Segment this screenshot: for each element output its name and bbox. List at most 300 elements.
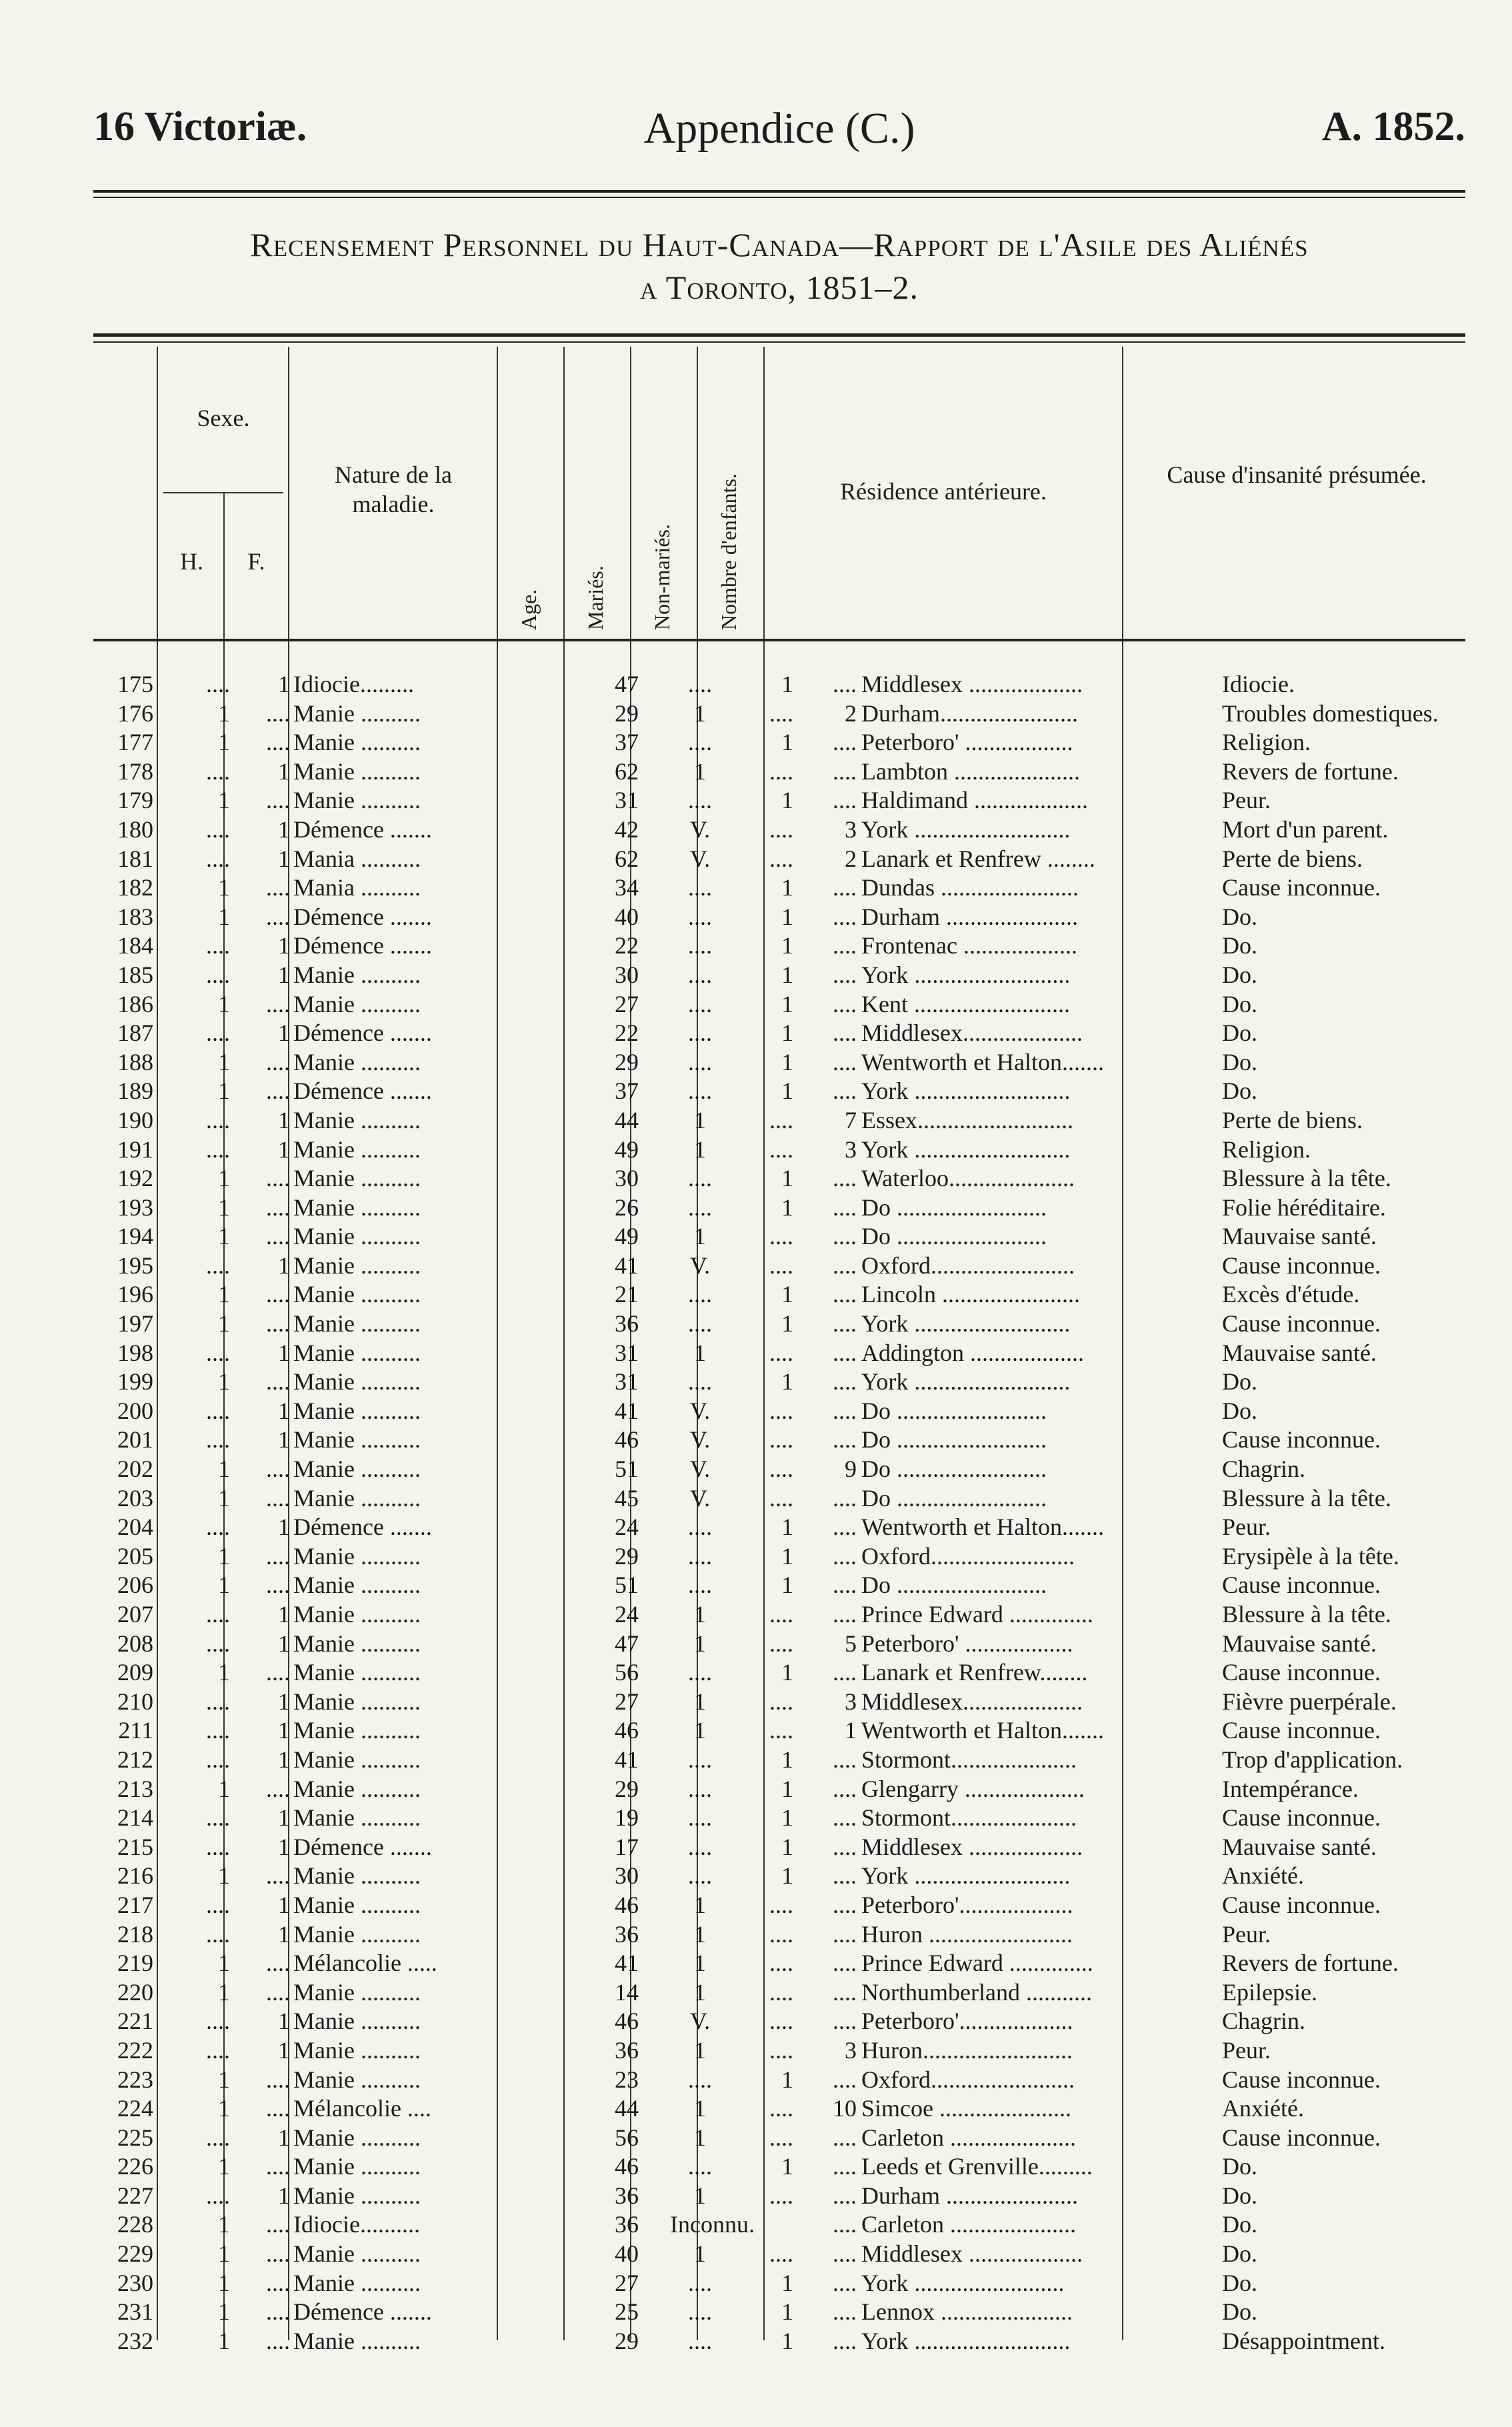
cell-mar: 1 <box>694 1717 706 1744</box>
cell-nature: Manie .......... <box>293 1862 421 1890</box>
cell-mar: 1 <box>694 757 706 785</box>
cell-res: Durham ...................... <box>861 903 1078 930</box>
cell-h: 1 <box>218 2269 230 2296</box>
cell-cause: Cause inconnue. <box>1222 2124 1381 2151</box>
cell-enf: .... <box>833 1746 857 1773</box>
cell-cause: Do. <box>1222 961 1257 988</box>
cell-enf: .... <box>833 2008 857 2035</box>
cell-non: .... <box>769 2182 793 2209</box>
cell-f: 1 <box>278 1339 290 1366</box>
cell-non: .... <box>769 699 793 727</box>
cell-age: 46 <box>615 1891 639 1918</box>
cell-h: 1 <box>218 2298 230 2326</box>
cell-nature: Manie .......... <box>293 1920 421 1948</box>
cell-age: 36 <box>615 2036 639 2064</box>
cell-num: 207 <box>117 1601 153 1628</box>
cell-non: .... <box>769 1339 793 1366</box>
cell-res: Dundas ....................... <box>861 874 1079 901</box>
cell-nature: Mélancolie ..... <box>293 1950 437 1977</box>
cell-f: .... <box>266 1077 290 1105</box>
cell-num: 209 <box>117 1659 153 1686</box>
running-head <box>93 103 1465 157</box>
cell-h: .... <box>206 671 230 697</box>
cell-cause: Mauvaise santé. <box>1222 1223 1377 1250</box>
cell-cause: Cause inconnue. <box>1222 1252 1381 1279</box>
cell-nature: Manie .......... <box>293 1978 421 2006</box>
table-row <box>93 1891 1465 1920</box>
cell-nature: Manie .......... <box>293 1310 421 1338</box>
cell-enf: .... <box>833 1223 857 1250</box>
cell-cause: Religion. <box>1222 729 1311 756</box>
cell-mar: 1 <box>694 1920 706 1948</box>
cell-age: 36 <box>615 2211 639 2238</box>
cell-age: 49 <box>615 1135 639 1163</box>
cell-enf: 3 <box>845 815 857 843</box>
cell-h: .... <box>206 1804 230 1832</box>
cell-nature: Manie .......... <box>293 1630 421 1657</box>
table-row <box>93 1135 1465 1165</box>
cell-non: .... <box>769 1891 793 1918</box>
table-row <box>93 1542 1465 1572</box>
cell-age: 36 <box>615 1310 639 1338</box>
cell-age: 44 <box>615 1106 639 1133</box>
cell-cause: Erysipèle à la tête. <box>1222 1542 1399 1570</box>
cell-non: 1 <box>781 1281 793 1308</box>
table-row <box>93 2066 1465 2095</box>
cell-num: 214 <box>117 1804 153 1832</box>
cell-nature: Manie .......... <box>293 1746 421 1773</box>
table-row <box>93 1920 1465 1950</box>
table-row <box>93 2298 1465 2327</box>
cell-res: York .......................... <box>861 1310 1071 1338</box>
cell-f: .... <box>266 1368 290 1396</box>
cell-res: Carleton ..................... <box>861 2211 1076 2238</box>
cell-f: 1 <box>278 2182 290 2209</box>
cell-mar: V. <box>689 1252 711 1279</box>
cell-enf: .... <box>833 1514 857 1541</box>
cell-f: .... <box>266 2269 290 2296</box>
cell-non: .... <box>769 2240 793 2268</box>
cell-f: 1 <box>278 1717 290 1744</box>
cell-nature: Démence ....... <box>293 1514 432 1541</box>
cell-cause: Excès d'étude. <box>1222 1281 1360 1308</box>
cell-num: 187 <box>117 1019 153 1047</box>
cell-num: 231 <box>117 2298 153 2326</box>
session-label: 16 Victoriæ. <box>93 104 307 149</box>
cell-age: 41 <box>615 1746 639 1773</box>
cell-h: 1 <box>218 1193 230 1221</box>
cell-non: 1 <box>781 787 793 814</box>
cell-mar: .... <box>688 874 712 901</box>
cell-f: .... <box>266 1281 290 1308</box>
cell-mar: .... <box>688 1862 712 1890</box>
cell-f: .... <box>266 2327 290 2354</box>
table-row <box>93 2269 1465 2298</box>
table-row <box>93 1310 1465 1339</box>
cell-cause: Cause inconnue. <box>1222 1310 1381 1338</box>
cell-age: 34 <box>615 874 639 901</box>
header-rule-thick <box>93 190 1465 193</box>
cell-res: Lanark et Renfrew........ <box>861 1659 1088 1686</box>
cell-f: .... <box>266 1456 290 1483</box>
cell-non: .... <box>769 1717 793 1744</box>
cell-mar: .... <box>688 1281 712 1308</box>
cell-f: 1 <box>278 1601 290 1628</box>
cell-h: 1 <box>218 1223 230 1250</box>
cell-enf: .... <box>833 1833 857 1860</box>
cell-mar: .... <box>688 1077 712 1105</box>
cell-age: 14 <box>615 1978 639 2006</box>
cell-nature: Démence ....... <box>293 1833 432 1860</box>
cell-num: 220 <box>117 1978 153 2006</box>
cell-h: .... <box>206 1019 230 1047</box>
cell-age: 41 <box>615 1252 639 1279</box>
cell-non: 1 <box>781 932 793 959</box>
cell-cause: Do. <box>1222 2298 1257 2326</box>
cell-cause: Cause inconnue. <box>1222 1659 1381 1686</box>
table-body <box>93 670 1465 2356</box>
cell-mar: .... <box>688 1542 712 1570</box>
cell-h: 1 <box>218 729 230 756</box>
cell-non: 1 <box>781 1746 793 1773</box>
cell-nature: Mania .......... <box>293 845 421 872</box>
cell-age: 31 <box>615 787 639 814</box>
cell-num: 229 <box>117 2240 153 2268</box>
cell-enf: .... <box>833 1891 857 1918</box>
cell-enf: .... <box>833 1397 857 1424</box>
cell-nature: Manie .......... <box>293 1484 421 1512</box>
cell-res: Essex.......................... <box>861 1106 1073 1133</box>
cell-res: Peterboro' .................. <box>861 729 1073 756</box>
table-row <box>93 990 1465 1019</box>
cell-nature: Démence ....... <box>293 903 432 930</box>
table-row <box>93 1630 1465 1659</box>
cell-mar: .... <box>688 1048 712 1075</box>
cell-h: .... <box>206 1891 230 1918</box>
cell-enf: 3 <box>845 1688 857 1715</box>
table-row <box>93 1746 1465 1775</box>
cell-f: .... <box>266 2153 290 2180</box>
cell-nature: Démence ....... <box>293 1019 432 1047</box>
table-row <box>93 2152 1465 2182</box>
cell-non: .... <box>769 1135 793 1163</box>
cell-age: 46 <box>615 1426 639 1454</box>
cell-cause: Do. <box>1222 1048 1257 1075</box>
cell-cause: Anxiété. <box>1222 2095 1304 2122</box>
cell-f: .... <box>266 1165 290 1192</box>
cell-mar: .... <box>688 1165 712 1192</box>
cell-age: 46 <box>615 2008 639 2035</box>
cell-f: .... <box>266 1775 290 1802</box>
table-row <box>93 1455 1465 1484</box>
cell-num: 179 <box>117 787 153 814</box>
cell-non: .... <box>769 2036 793 2064</box>
cell-mar: 1 <box>694 2182 706 2209</box>
cell-res: Prince Edward .............. <box>861 1950 1093 1977</box>
cell-f: 1 <box>278 2008 290 2035</box>
cell-age: 29 <box>615 2327 639 2354</box>
cell-enf: .... <box>833 1484 857 1512</box>
cell-res: Leeds et Grenville......... <box>861 2153 1093 2180</box>
table-row <box>93 1978 1465 2008</box>
cell-age: 31 <box>615 1339 639 1366</box>
header-bottom-rule <box>93 639 1465 641</box>
cell-num: 193 <box>117 1193 153 1221</box>
cell-num: 195 <box>117 1252 153 1279</box>
cell-num: 191 <box>117 1135 153 1163</box>
cell-age: 29 <box>615 1048 639 1075</box>
cell-mar: .... <box>688 1833 712 1860</box>
cell-cause: Do. <box>1222 990 1257 1017</box>
cell-num: 219 <box>117 1950 153 1977</box>
cell-enf: 2 <box>845 845 857 872</box>
cell-non: 1 <box>781 2269 793 2296</box>
cell-enf: .... <box>833 2327 857 2354</box>
cell-num: 186 <box>117 990 153 1017</box>
table-row <box>93 2182 1465 2211</box>
cell-nature: Manie .......... <box>293 729 421 756</box>
cell-age: 17 <box>615 1833 639 1860</box>
cell-nature: Manie .......... <box>293 990 421 1017</box>
cell-f: 1 <box>278 1804 290 1832</box>
cell-enf: .... <box>833 1572 857 1599</box>
cell-age: 49 <box>615 1223 639 1250</box>
cell-num: 185 <box>117 961 153 988</box>
cell-res: Peterboro' .................. <box>861 1630 1073 1657</box>
cell-h: 1 <box>218 1659 230 1686</box>
cell-cause: Mauvaise santé. <box>1222 1833 1377 1860</box>
cell-res: Wentworth et Halton....... <box>861 1717 1105 1744</box>
cell-enf: .... <box>833 1920 857 1948</box>
cell-num: 200 <box>117 1397 153 1424</box>
cell-f: 1 <box>278 932 290 959</box>
cell-nature: Manie .......... <box>293 757 421 785</box>
cell-non: .... <box>769 2124 793 2151</box>
table-row <box>93 1252 1465 1281</box>
cell-nature: Manie .......... <box>293 1572 421 1599</box>
cell-non: 1 <box>781 1368 793 1396</box>
cell-res: Kent .......................... <box>861 990 1070 1017</box>
table-row <box>93 1775 1465 1804</box>
cell-h: 1 <box>218 1572 230 1599</box>
cell-h: 1 <box>218 2066 230 2093</box>
cell-num: 184 <box>117 932 153 959</box>
cell-age: 24 <box>615 1514 639 1541</box>
cell-f: 1 <box>278 1426 290 1454</box>
cell-num: 225 <box>117 2124 153 2151</box>
cell-cause: Peur. <box>1222 1514 1271 1541</box>
cell-mar: 1 <box>694 2124 706 2151</box>
cell-age: 41 <box>615 1950 639 1977</box>
cell-non: 1 <box>781 961 793 988</box>
cell-nature: Démence ....... <box>293 2298 432 2326</box>
cell-f: 1 <box>278 1833 290 1860</box>
cell-nature: Manie .......... <box>293 2008 421 2035</box>
cell-res: Do ......................... <box>861 1426 1047 1454</box>
cell-cause: Do. <box>1222 1019 1257 1047</box>
cell-num: 205 <box>117 1542 153 1570</box>
cell-res: Middlesex ................... <box>861 1833 1083 1860</box>
cell-nature: Idiocie......... <box>293 671 414 697</box>
cell-num: 228 <box>117 2211 153 2238</box>
cell-cause: Mauvaise santé. <box>1222 1339 1377 1366</box>
table-row <box>93 2210 1465 2240</box>
table-row <box>93 1833 1465 1862</box>
cell-nature: Manie .......... <box>293 699 421 727</box>
cell-h: .... <box>206 1630 230 1657</box>
cell-num: 188 <box>117 1048 153 1075</box>
cell-f: .... <box>266 2298 290 2326</box>
cell-non: 1 <box>781 1077 793 1105</box>
cell-enf: .... <box>833 2153 857 2180</box>
cell-res: Haldimand ................... <box>861 787 1088 814</box>
cell-cause: Cause inconnue. <box>1222 2066 1381 2093</box>
cell-non: 1 <box>781 1833 793 1860</box>
table-row <box>93 670 1465 699</box>
cell-age: 36 <box>615 1920 639 1948</box>
cell-non: .... <box>769 1950 793 1977</box>
cell-cause: Folie héréditaire. <box>1222 1193 1386 1221</box>
cell-age: 30 <box>615 1165 639 1192</box>
col-header-residence: Résidence antérieure. <box>840 478 1047 505</box>
cell-non: .... <box>769 1106 793 1133</box>
cell-mar: .... <box>688 1019 712 1047</box>
cell-age: 56 <box>615 1659 639 1686</box>
cell-nature: Manie .......... <box>293 2240 421 2268</box>
cell-res: Frontenac ................... <box>861 932 1077 959</box>
table-row <box>93 1688 1465 1717</box>
table-row <box>93 903 1465 932</box>
cell-f: .... <box>266 1484 290 1512</box>
cell-mar: 1 <box>694 2036 706 2064</box>
cell-f: 1 <box>278 1891 290 1918</box>
cell-cause: Perte de biens. <box>1222 1106 1363 1133</box>
cell-non: 1 <box>781 2327 793 2354</box>
cell-non: 1 <box>781 1514 793 1541</box>
cell-res: Waterloo..................... <box>861 1165 1075 1192</box>
table-row <box>93 786 1465 815</box>
cell-mar: 1 <box>694 1106 706 1133</box>
cell-mar: .... <box>688 2066 712 2093</box>
cell-enf: .... <box>833 1950 857 1977</box>
cell-num: 208 <box>117 1630 153 1657</box>
cell-res: Prince Edward .............. <box>861 1601 1093 1628</box>
cell-non: .... <box>769 1920 793 1948</box>
cell-mar: V. <box>689 845 711 872</box>
cell-f: 1 <box>278 2124 290 2151</box>
cell-non: 1 <box>781 729 793 756</box>
cell-res: Wentworth et Halton....... <box>861 1048 1105 1075</box>
cell-cause: Perte de biens. <box>1222 845 1363 872</box>
cell-age: 19 <box>615 1804 639 1832</box>
table-row <box>93 699 1465 729</box>
cell-res: York .......................... <box>861 1135 1071 1163</box>
cell-enf: 2 <box>845 699 857 727</box>
cell-f: .... <box>266 1048 290 1075</box>
cell-age: 42 <box>615 815 639 843</box>
cell-f: 1 <box>278 961 290 988</box>
cell-enf: .... <box>833 903 857 930</box>
cell-res: Do ......................... <box>861 1223 1047 1250</box>
cell-mar: 1 <box>694 2240 706 2268</box>
cell-enf: .... <box>833 1862 857 1890</box>
cell-age: 44 <box>615 2095 639 2122</box>
cell-mar: .... <box>688 1804 712 1832</box>
cell-enf: .... <box>833 2182 857 2209</box>
cell-cause: Désappointment. <box>1222 2327 1385 2354</box>
cell-non: 1 <box>781 874 793 901</box>
cell-nature: Manie .......... <box>293 1775 421 1802</box>
col-header-sexe: Sexe. <box>197 405 250 431</box>
cell-h: .... <box>206 1688 230 1715</box>
cell-h: .... <box>206 1601 230 1628</box>
cell-num: 189 <box>117 1077 153 1105</box>
cell-h: .... <box>206 2124 230 2151</box>
cell-res: York ......................... <box>861 2269 1065 2296</box>
cell-non: .... <box>769 1426 793 1454</box>
cell-f: .... <box>266 1978 290 2006</box>
cell-mar: .... <box>688 961 712 988</box>
cell-f: .... <box>266 2095 290 2122</box>
cell-enf: .... <box>833 1281 857 1308</box>
header-rule-thin <box>93 197 1465 198</box>
cell-f: .... <box>266 874 290 901</box>
table-row <box>93 2124 1465 2153</box>
cell-nature: Manie .......... <box>293 1252 421 1279</box>
cell-h: 1 <box>218 1484 230 1512</box>
cell-h: .... <box>206 1339 230 1366</box>
cell-h: .... <box>206 2182 230 2209</box>
table-row <box>93 1949 1465 1978</box>
cell-num: 227 <box>117 2182 153 2209</box>
cell-enf: .... <box>833 1165 857 1192</box>
cell-cause: Cause inconnue. <box>1222 1804 1381 1832</box>
cell-enf: .... <box>833 1601 857 1628</box>
cell-nature: Manie .......... <box>293 1426 421 1454</box>
cell-mar: .... <box>688 787 712 814</box>
cell-f: 1 <box>278 757 290 785</box>
cell-res: Peterboro'................... <box>861 2008 1073 2035</box>
cell-num: 201 <box>117 1426 153 1454</box>
cell-nature: Manie .......... <box>293 1281 421 1308</box>
cell-non: .... <box>769 1688 793 1715</box>
cell-nature: Manie .......... <box>293 1106 421 1133</box>
table-row <box>93 961 1465 990</box>
cell-age: 31 <box>615 1368 639 1396</box>
cell-cause: Do. <box>1222 2211 1257 2238</box>
cell-enf: .... <box>833 1310 857 1338</box>
cell-enf: .... <box>833 961 857 988</box>
cell-num: 183 <box>117 903 153 930</box>
cell-h: .... <box>206 1514 230 1541</box>
cell-num: 180 <box>117 815 153 843</box>
cell-age: 46 <box>615 2153 639 2180</box>
cell-non: 1 <box>781 903 793 930</box>
cell-enf: .... <box>833 671 857 697</box>
cell-mar: 1 <box>694 1978 706 2006</box>
cell-enf: 5 <box>845 1630 857 1657</box>
cell-mar: .... <box>688 1310 712 1338</box>
table-top-rule-thick <box>93 333 1465 337</box>
cell-f: .... <box>266 1572 290 1599</box>
cell-num: 213 <box>117 1775 153 1802</box>
cell-cause: Intempérance. <box>1222 1775 1359 1802</box>
cell-cause: Do. <box>1222 1368 1257 1396</box>
cell-h: 1 <box>218 699 230 727</box>
year-label: A. 1852. <box>1321 104 1465 149</box>
cell-age: 47 <box>615 1630 639 1657</box>
cell-num: 176 <box>117 699 153 727</box>
